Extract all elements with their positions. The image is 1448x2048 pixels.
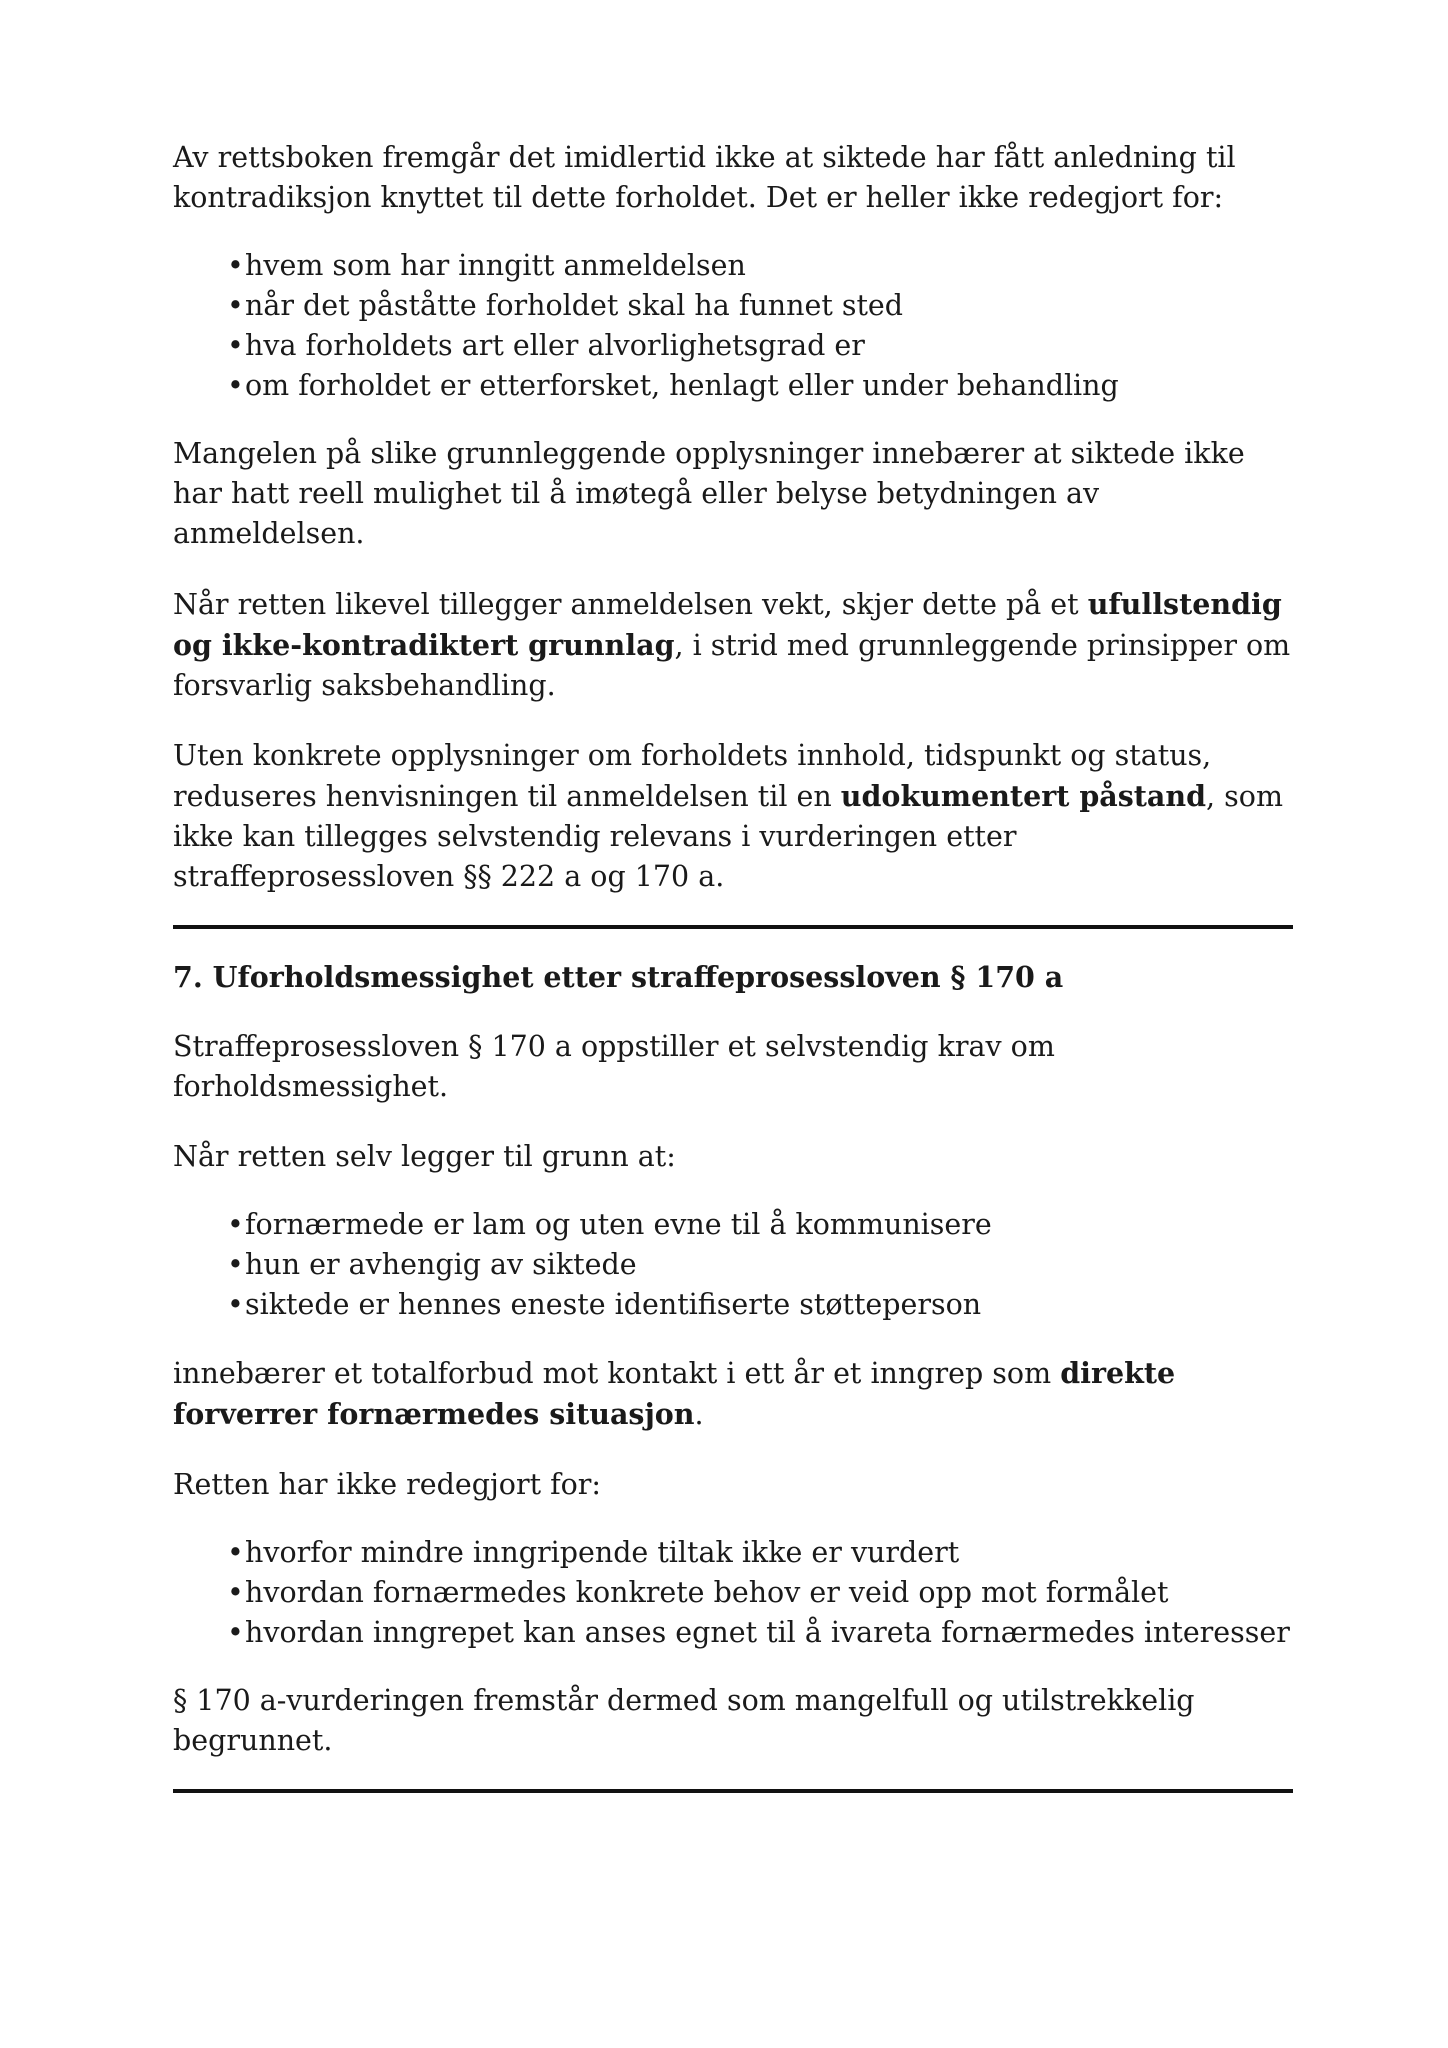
paragraph-forholdsmessighet: Straffeprosessloven § 170 a oppstiller et selvstendig krav om forholdsmessighet.	[173, 1030, 1055, 1103]
list-item: • siktede er hennes eneste identifiserte støtteperson	[227, 1285, 1293, 1325]
bold-text: ufullstendig og ikke-kontradiktert grunnlag	[173, 587, 1282, 662]
list-item: • når det påståtte forholdet skal ha funnet sted	[227, 286, 1293, 326]
horizontal-rule	[173, 1789, 1293, 1793]
text-span: innebærer et totalforbud mot kontakt i ett år et inngrep som	[173, 1357, 1061, 1390]
paragraph-totalforbud	[173, 1353, 1293, 1435]
text-span: , som ikke kan tillegges selvstendig relevans i vurderingen etter straffeprosessloven §§ 222 a og 170 a.	[173, 780, 1283, 893]
bullet-list-missing-info	[173, 246, 1293, 406]
paragraph-mangelen: Mangelen på slike grunnleggende opplysninger innebærer at siktede ikke har hatt reell mulighet til å imøtegå eller belyse betydningen av anmeldelsen.	[173, 437, 1245, 550]
list-item: • hvordan fornærmedes konkrete behov er veid opp mot formålet	[227, 1573, 1293, 1613]
text-span: Uten konkrete opplysninger om forholdets innhold, tidspunkt og status, reduseres henvisningen til anmeldelsen til en	[173, 739, 1212, 813]
list-item: • hun er avhengig av siktede	[227, 1245, 1293, 1285]
paragraph-grunnlag	[173, 584, 1293, 706]
paragraph-udokumentert	[173, 736, 1293, 897]
bullet-list-facts	[173, 1205, 1293, 1325]
text-span: , i strid med grunnleggende prinsipper om forsvarlig saksbehandling.	[173, 629, 1291, 702]
paragraph-ikke-redegjort: Retten har ikke redegjort for:	[173, 1468, 602, 1501]
text-span: .	[694, 1398, 704, 1431]
paragraph-legger-til-grunn: Når retten selv legger til grunn at:	[173, 1140, 676, 1173]
list-item: • hvem som har inngitt anmeldelsen	[227, 246, 1293, 286]
horizontal-rule	[173, 925, 1293, 929]
list-item: • hvorfor mindre inngripende tiltak ikke er vurdert	[227, 1533, 1293, 1573]
paragraph-conclusion: § 170 a-vurderingen fremstår dermed som mangelfull og utilstrekkelig begrunnet.	[173, 1684, 1195, 1757]
section-heading-7: 7. Uforholdsmessighet etter straffeprosessloven § 170 a	[173, 960, 1064, 994]
bold-text: udokumentert påstand	[840, 779, 1207, 813]
document-page	[173, 138, 1293, 1793]
paragraph-kontradiksjon: Av rettsboken fremgår det imidlertid ikke at siktede har fått anledning til kontradiksjon knyttet til dette forholdet. Det er heller ikke redegjort for:	[173, 141, 1236, 214]
text-span: Når retten likevel tillegger anmeldelsen vekt, skjer dette på et	[173, 588, 1088, 621]
list-item: • fornærmede er lam og uten evne til å kommunisere	[227, 1205, 1293, 1245]
list-item: • hva forholdets art eller alvorlighetsgrad er	[227, 326, 1293, 366]
list-item: • hvordan inngrepet kan anses egnet til å ivareta fornærmedes interesser	[227, 1613, 1293, 1653]
bullet-list-not-explained	[173, 1533, 1293, 1653]
list-item: • om forholdet er etterforsket, henlagt eller under behandling	[227, 366, 1293, 406]
bold-text: direkte forverrer fornærmedes situasjon	[173, 1356, 1176, 1431]
